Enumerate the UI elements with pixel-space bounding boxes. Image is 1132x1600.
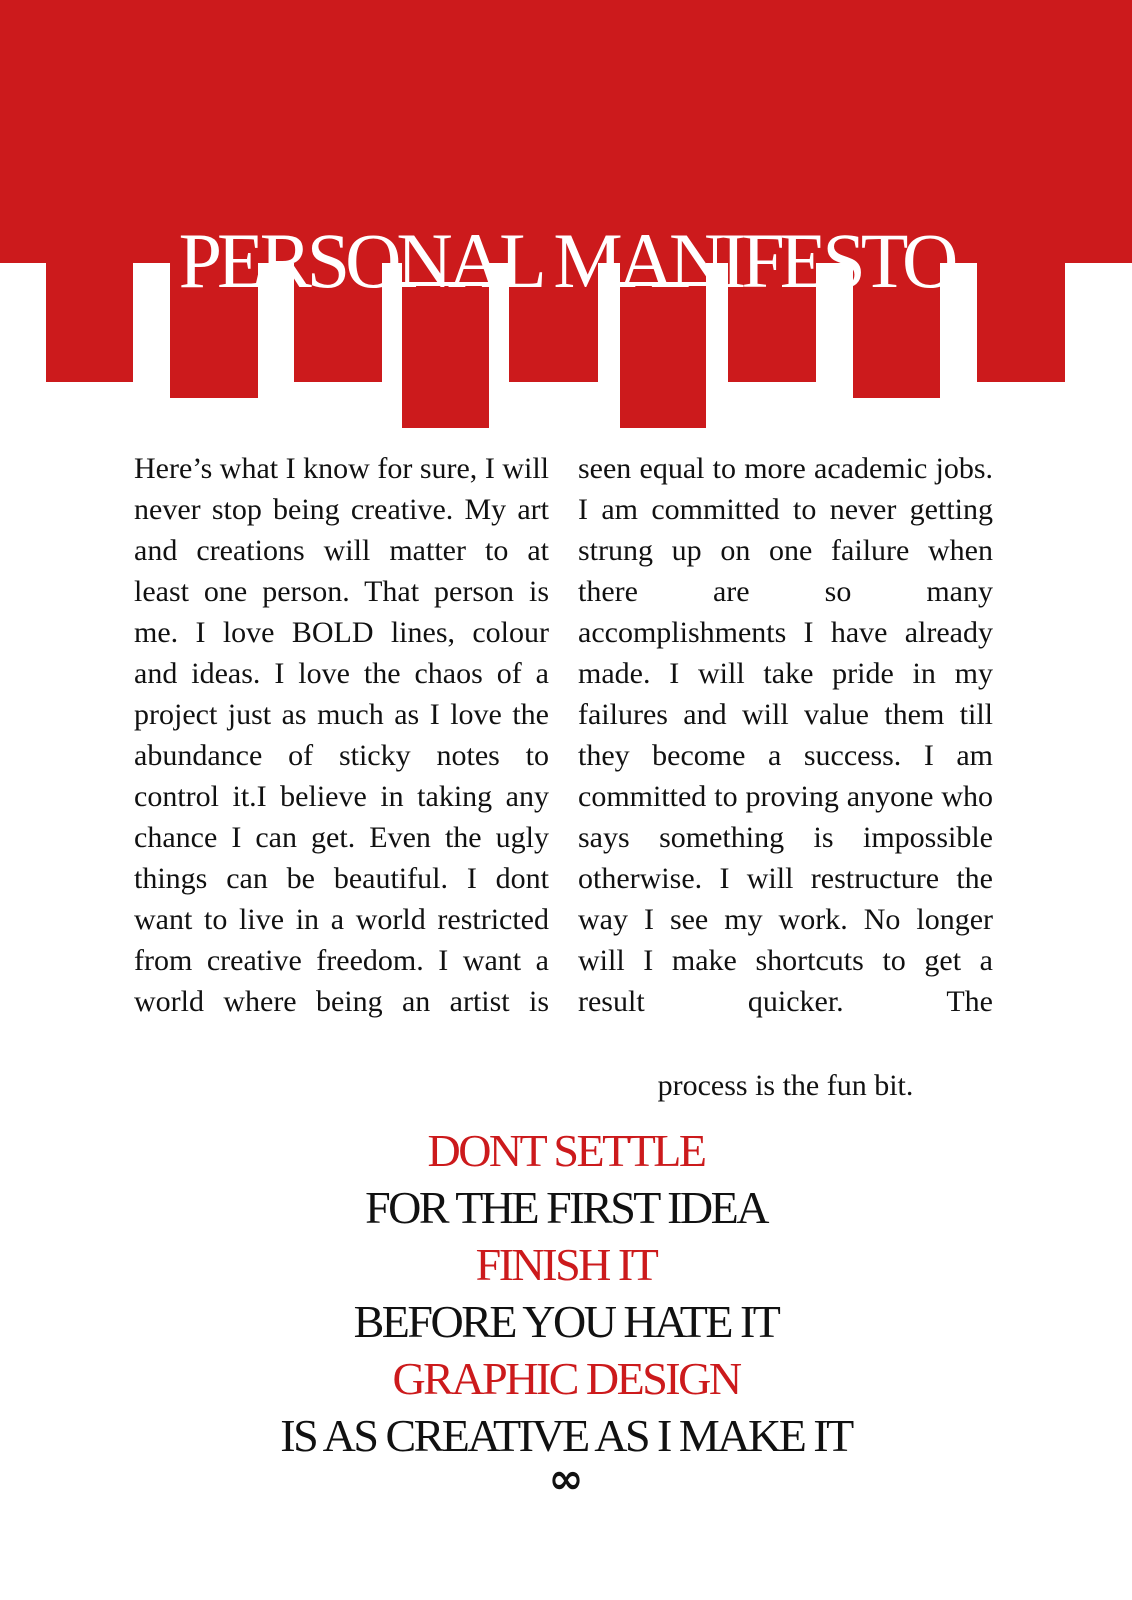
motto-highlight: GRAPHIC DESIGN: [392, 1353, 740, 1404]
body-column-left: Here’s what I know for sure, I will never stop being creative. My art and creations will matter to at least one person. That person is me. I love BOLD lines, colour and ideas. I love the chaos of a project just as much as I love the abundance of sticky notes to control it.I believe in taking any chance I can get. Even the ugly things can be beautiful. I dont want to live in a world restricted from creative freedom. I want a world where being an artist is: [134, 452, 549, 1018]
motto-text: BEFORE YOU HATE IT: [353, 1296, 779, 1347]
motto-text: FOR THE FIRST IDEA: [365, 1182, 767, 1233]
body-column-right-end: process is the fun bit.: [657, 1069, 914, 1102]
infinity-icon: ∞: [548, 1454, 584, 1503]
body-column-right: seen equal to more academic jobs. I am committed to never getting strung up on one failure when there are so many accomplishments I have already made. I will take pride in my failures and will value them till they become a success. I am committed to proving anyone who says something is impossible otherwise. I will restructure the way I see my work. No longer will I make shortcuts to get a result quicker. The: [578, 452, 993, 1018]
motto-highlight: DONT SETTLE: [427, 1125, 705, 1176]
motto-list: [0, 1122, 1132, 1464]
motto-text: IS AS CREATIVE AS I MAKE IT: [280, 1410, 852, 1461]
page-title: PERSONAL MANIFESTO: [178, 217, 954, 305]
motto-highlight: FINISH IT: [475, 1239, 657, 1290]
